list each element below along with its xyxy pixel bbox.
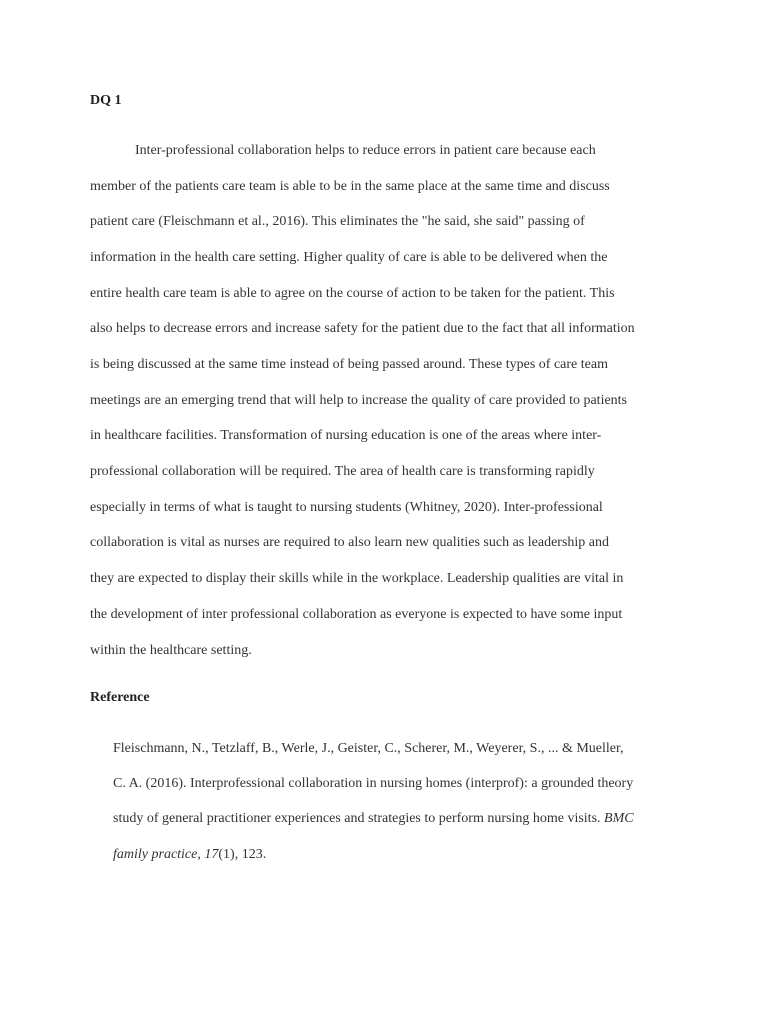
body-line: information in the health care setting. Higher quality of care is able to be delivered when the	[90, 250, 608, 265]
body-line: professional collaboration will be required. The area of health care is transforming rapidly	[90, 464, 595, 479]
body-line: member of the patients care team is able to be in the same place at the same time and discuss	[90, 179, 610, 194]
reference-separator: ,	[197, 847, 205, 862]
reference-line	[113, 811, 634, 827]
journal-name-part: family practice	[113, 847, 198, 862]
body-line: is being discussed at the same time instead of being passed around. These types of care team	[90, 357, 608, 372]
body-line: also helps to decrease errors and increase safety for the patient due to the fact that all information	[90, 321, 635, 336]
reference-line	[113, 847, 266, 863]
reference-heading: Reference	[90, 690, 150, 705]
body-line: patient care (Fleischmann et al., 2016). This eliminates the "he said, she said" passing of	[90, 214, 585, 229]
body-line: especially in terms of what is taught to nursing students (Whitney, 2020). Inter-professional	[90, 500, 603, 515]
journal-volume: 17	[204, 847, 219, 862]
body-line: the development of inter professional collaboration as everyone is expected to have some input	[90, 607, 623, 622]
reference-line: C. A. (2016). Interprofessional collaboration in nursing homes (interprof): a grounded theory	[113, 776, 634, 791]
body-line: in healthcare facilities. Transformation of nursing education is one of the areas where inter-	[90, 428, 602, 443]
reference-text: study of general practitioner experiences and strategies to perform nursing home visits.	[113, 811, 605, 826]
reference-line: Fleischmann, N., Tetzlaff, B., Werle, J., Geister, C., Scherer, M., Weyerer, S., ... & Mueller,	[113, 741, 624, 756]
body-line: Inter-professional collaboration helps to reduce errors in patient care because each	[135, 143, 596, 158]
body-line: they are expected to display their skills while in the workplace. Leadership qualities are vital in	[90, 571, 624, 586]
body-line: entire health care team is able to agree on the course of action to be taken for the patient. This	[90, 286, 615, 301]
body-line: within the healthcare setting.	[90, 643, 252, 658]
body-line: collaboration is vital as nurses are required to also learn new qualities such as leadership and	[90, 535, 609, 550]
journal-name-part: BMC	[604, 811, 634, 826]
reference-issue-pages: (1), 123.	[218, 847, 267, 862]
document-heading: DQ 1	[90, 93, 122, 108]
body-line: meetings are an emerging trend that will help to increase the quality of care provided to patients	[90, 393, 628, 408]
